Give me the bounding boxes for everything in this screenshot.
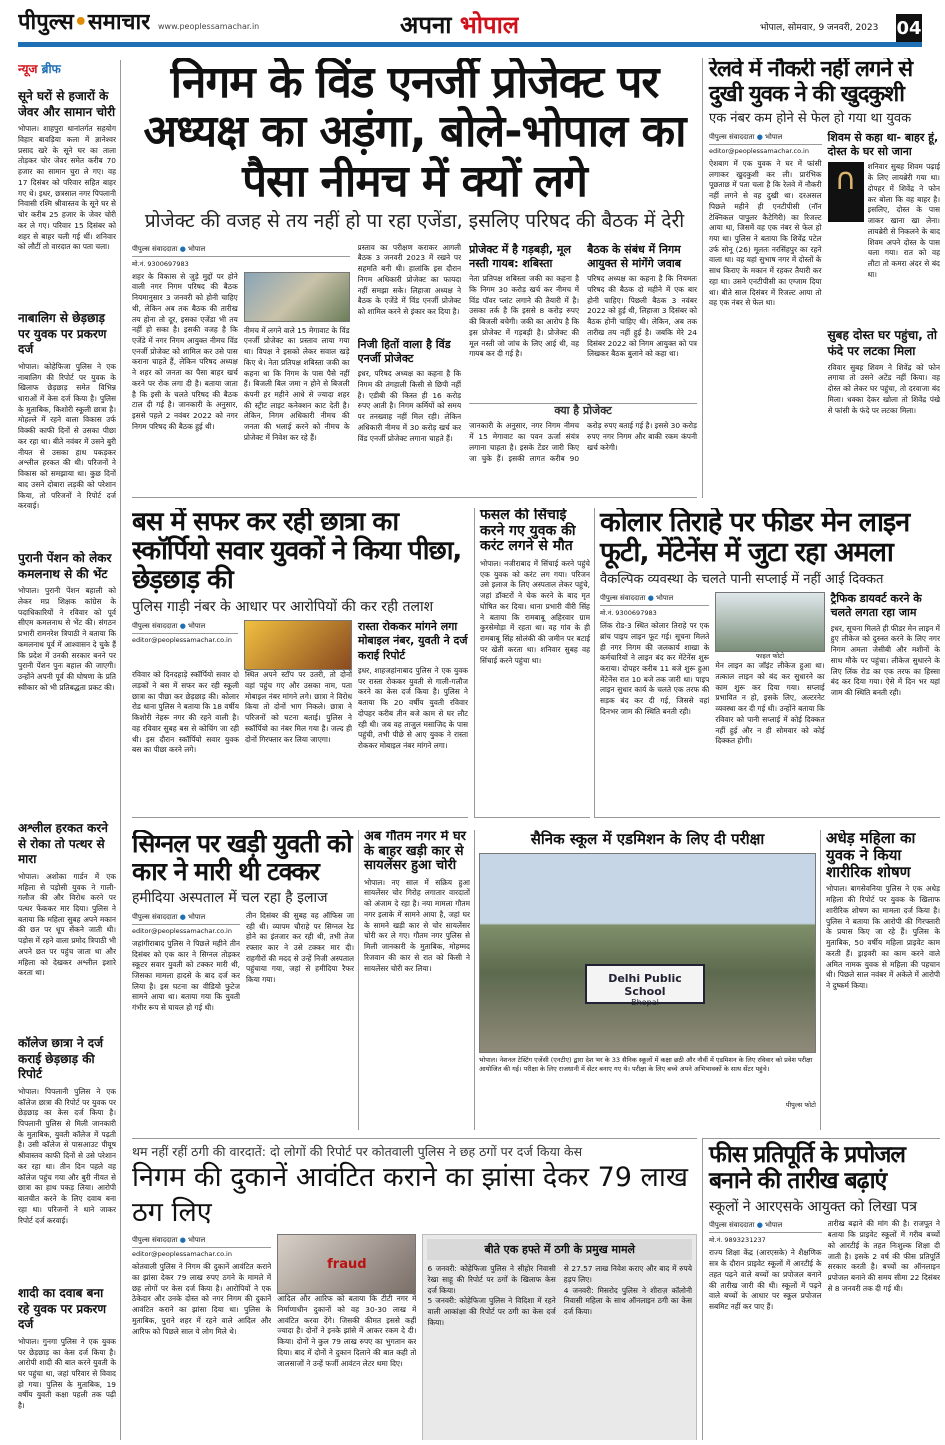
rail-subheadline: एक नंबर कम होने से फेल हो गया था युवक	[709, 111, 912, 127]
brief-headline: सूने घरों से हजारों के जेवर और सामान चोरी	[18, 89, 116, 119]
sainik-school-story	[474, 830, 816, 1130]
crop-headline: फसल की सिंचाई करने गए युवक की करंट लगने से मौत	[480, 508, 576, 555]
fraud-case-item: 5 जनवरी: कोहेफिजा पुलिस ने विदिशा में रहने वाली आकांक्षा की रिपोर्ट पर ठगी का केस दर्ज किया।	[427, 1296, 556, 1327]
photo-credit: पीपुल्स फोटो	[785, 1100, 816, 1109]
lead-story	[132, 58, 697, 498]
noose-icon: ∩	[828, 162, 864, 222]
brief-item	[18, 1280, 116, 1440]
bus-side-body: इधर, शाहजहांनाबाद पुलिस ने एक युवक पर रास्ता रोककर युवती से गाली-गलौज करने का केस दर्ज किया है। पुलिस ने बताया कि 20 वर्षीय युवती रविवार दोपहर करीब तीन बजे काम से घर लौट रही थी। जब वह ताजुल मसाजिद के पास पहुंची, तभी पीछे से आए युवक ने रास्ता रोककर मोबाइल नंबर मांगने लगा।	[358, 666, 468, 751]
byline: पीपुल्स संवाददाता ● भोपाल	[132, 620, 238, 634]
fraud-cases-box	[422, 1234, 697, 1440]
rail-side-headline: शिवम से कहा था- बाहर हूं, दोस्त के घर सो जाना	[827, 130, 939, 159]
page-number: 04	[896, 14, 922, 44]
bus-subheadline: पुलिस गाड़ी नंबर के आधार पर आरोपियों की कर रही तलाश	[132, 599, 434, 616]
kolar-body: मेन लाइन का जॉइंट लीकेज हुआ था। तत्काल लाइन को बंद कर सुधारने का काम शुरू कर दिया गया। सप्लाई प्रभावित न हो, इसके लिए, अल्टरनेट व्यवस्था कर दी गई थी। उन्होंने बताया कि रविवार को पानी सप्लाई में कोई दिक्कत नहीं हुई और न ही सोमवार को कोई दिक्कत होगी।	[715, 661, 825, 746]
fraud-illustration: fraud	[277, 1234, 416, 1294]
reporter-email: editor@peoplessamachar.co.in	[132, 1250, 232, 1259]
fees-body: राज्य शिक्षा केंद्र (आरएसके) ने शैक्षणिक सत्र के दौरान प्राइवेट स्कूलों में आरटीई के तहत पढ़ने वाले बच्चों का प्रपोजल बनाने की तारीख जारी की थी। स्कूलों में पढ़ने वाले बच्चों के आधार पर स्कूल प्रपोजल सबमिट नहीं कर पाए हैं।	[709, 1248, 822, 1311]
school-sign: Delhi Public School Bhopal	[585, 964, 705, 1004]
fraud-case-item: से 27.57 लाख निवेश कराए और बाद में रुपये हड़प लिए।	[563, 1264, 692, 1284]
fraud-headline: निगम की दुकानें आवंटित कराने का झांसा देकर 79 लाख ठग लिए	[132, 1162, 688, 1229]
fees-reimbursement-story	[702, 1138, 940, 1440]
pipeline-leak-photo	[715, 592, 824, 652]
brief-text: भोपाल। शाहपुरा थानांतर्गत सहयोग विहार बावड़िया कला में ज्ञानेश्वर प्रसाद खरे के सूने घर का ताला तोड़कर चोर जेवर समेत करीब 70 हजार का सामान चुरा ले गए। वह 17 दिसंबर को परिवार सहित बाहर गए थे। इधर, छत्रसाल नगर पिपलानी निवासी रश्मि श्रीवास्तव के सूने घर से चोर करीब 25 हजार के जेवर चोरी कर ले गए। परिवार 15 दिसंबर को शहर से बाहर चली गई थीं। शनिवार को लौटीं तो वारदात का पता चला।	[18, 124, 116, 252]
lead-body: नीमच में लगने वाले 15 मेगावाट के विंड एनर्जी प्रोजेक्ट का प्रस्ताव लाया गया था। विपक्ष ने इसको लेकर सवाल खड़े किए थे। नेता प्रतिपक्ष शबिस्ता जकी का कहना था कि निगम के पास पैसे नहीं हैं। बिजली बिल जमा न होने से बिजली कंपनी हर महीने आधे से ज्यादा शहर की स्ट्रीट लाइट कनेक्शन काट देती है। लेकिन, निगम अधिकारी नीमच की जनता की भलाई करने को नीमच के प्रोजेक्ट में निवेश कर रहे हैं।	[243, 325, 350, 442]
fraud-kicker: थम नहीं रहीं ठगी की वारदातें: दो लोगों की रिपोर्ट पर कोतवाली पुलिस ने छह ठगों पर दर्ज किया केस	[132, 1144, 583, 1159]
photo-caption: भोपाल। नेशनल टेस्टिंग एजेंसी (एनटीए) द्वारा देश भर के 33 सैनिक स्कूलों में कक्षा छठी और नौवीं में एडमिशन के लिए रविवार को प्रवेश परीक्षा आयोजित की गई। परीक्षा के लिए राजधानी में सेंटर बनाए गए थे। परीक्षा के लिए बच्चे अपने अभिभावकों के साथ सेंटर पहुंचे।	[479, 1055, 813, 1073]
news-brief-tag: न्यूज ब्रीफ	[18, 62, 61, 76]
adhed-headline: अधेड़ महिला का युवक ने किया शारीरिक शोषण	[826, 830, 916, 881]
exploitation-story	[820, 830, 940, 1130]
news-brief-column	[18, 60, 121, 1440]
project-box-text: जानकारी के अनुसार, नगर निगम नीमच में 15 मेगावाट का पवन ऊर्जा संयंत्र लगाना चाहता है। इसके टेंडर जारी किए जा चुके हैं। इसकी लागत करीब 90 करोड़ रुपए बताई गई है। इससे 30 करोड़ रुपए नगर निगम और बाकी रकम कंपनी खर्च करेगी।	[469, 421, 697, 463]
fraud-body: आदिल और आरिफ को बताया कि टीटी नगर में निर्माणाधीन दुकानों को वह 30-30 लाख में आवंटित करवा देंगे। जिसकी कीमत इससे कहीं ज्यादा है। दोनों ने इनके झांसे में आकर रकम दे दी। किया। दोनों ने कुल 79 लाख रुपए का भुगतान कर दिया। बाद में दोनों ने दुकान दिलाने की बात कही तो जालसाजों ने उन्हें फर्जी आवंटन लेटर थमा दिए।	[277, 1294, 417, 1368]
brief-text: भोपाल। पुरानी पेंशन बहाली को लेकर मप्र शिक्षक कांग्रेस के पदाधिकारियों ने रविवार को पूर्व सीएम कमलनाथ से भेंट की। संगठन प्रभारी रामनरेश त्रिपाठी ने बताया कि कमलनाथ पूर्व में आश्वासन दे चुके हैं कि प्रदेश में उनकी सरकार बनने पर पुरानी पेंशन पुनः बहाल की जाएगी। उन्होंने अपनी पूर्व की घोषणा के प्रति स्वीकार को भी प्रतिबद्धता प्रकट की।	[18, 586, 116, 692]
crop-body: भोपाल। नजीराबाद में सिंचाई करने पहुंचे एक युवक को करंट लग गया। परिजन उसे इलाज के लिए अस्पताल लेकर पहुंचे, जहां डॉक्टरों ने चेक करने के बाद मृत घोषित कर दिया। थाना प्रभारी वीरी सिंह ने बताया कि रामबाबू अहिरवार ग्राम कुरसेमोड़ा में रहता था। वह गांव के ही रामबाबू सिंह सोलंकी की जमीन पर बटाई पर खेती करता था। शनिवार सुबह वह सिंचाई करने पहुंचा था।	[480, 559, 590, 665]
kolar-headline: कोलार तिराहे पर फीडर मेन लाइन फूटी, मेंटेनेंस में जुटा रहा अमला	[600, 508, 910, 569]
rail-side-body: शनिवार सुबह शिवम पढ़ाई के लिए लायब्रेरी गया था। दोपहर में शिवेंद्र ने फोन कर बोला कि वह बाहर है। इसलिए, दोस्त के पास जाकर खाना खा लेना। लायब्रेरी से निकलने के बाद शिवम अपने दोस्त के पास चला गया। रात को वह लौटा तो कमरा अंदर से बंद था।	[867, 162, 940, 279]
lead-body: शहर के विकास से जुड़े मुद्दों पर होने वाली नगर निगम परिषद की बैठक नियमानुसार 3 जनवरी को होनी चाहिए थी, लेकिन अब तक बैठक की तारीख तय होना तो दूर, इसका एजेंडा भी तय नहीं हो सका है। इसकी वजह है कि एजेंडे में नगर निगम आयुक्त नीमच विंड एनर्जी प्रोजेक्ट को शामिल कर उसे पास कराना चाहते हैं, लेकिन परिषद अध्यक्ष ने शहर को जनता का पैसा बाहर खर्च करने पर रोक लगा दी है। बताया जाता है कि इसी के चलते परिषद की बैठक टाल दी गई है। जानकारी के अनुसार, इससे पहले 2 नवंबर 2022 को नगर निगम परिषद की बैठक हुई थी।	[132, 271, 238, 431]
bus-harassment-story	[132, 508, 468, 818]
bus-side-headline: रास्ता रोककर मांगने लगा मोबाइल नंबर, युवती ने दर्ज कराई रिपोर्ट	[358, 620, 468, 662]
exam-crowd-photo	[479, 853, 816, 1053]
municipal-office-photo	[244, 272, 350, 322]
brief-headline: कॉलेज छात्रा ने दर्ज कराई छेड़छाड़ की रिपोर्ट	[18, 1036, 104, 1082]
masthead-rule	[18, 42, 922, 47]
rail-headline: रेलवे में नौकरी नहीं लगने से दुखी युवक ने की खुदकुशी	[709, 58, 913, 107]
brief-text: भोपाल। कोहेफिजा पुलिस ने एक नाबालिग की रिपोर्ट पर युवक के खिलाफ छेड़छाड़ समेत विभिन्न धाराओं में केस दर्ज किया है। पुलिस के मुताबिक, किशोरी स्कूली छात्रा है। मोहल्ले में रहने वाला विकास उर्फ विक्की काफी दिनों से उसका पीछा कर रहा था। बीते नवंबर में उसने बुरी नीयत से उसका हाथ पकड़कर अश्लील हरकत की थी। परिजनों ने विकास को समझाया था। कुछ दिनों बाद उसने दोबारा लड़की को परेशान किया, तो परिजनों ने रिपोर्ट दर्ज करवाई।	[18, 361, 116, 511]
fees-body: तारीख बढ़ाने की मांग की है। राजपूत ने बताया कि प्राइवेट स्कूलों में गरीब बच्चों को आरटीई के तहत निःशुल्क शिक्षा दी जाती है। इसके 2 वर्ष की फीस प्रतिपूर्ति सरकार करती है। बच्चों का ऑनलाइन प्रपोजल बनाने की समय सीमा 22 दिसंबर से 8 जनवरी तक दी गई थी।	[827, 1219, 940, 1293]
reporter-email: editor@peoplessamachar.co.in	[132, 636, 232, 645]
fraud-body: कोतवाली पुलिस ने निगम की दुकानें आवंटित कराने का झांसा देकर 79 लाख रुपए ठगने के मामले में छह लोगों पर केस दर्ज किया है। आरोपियों ने एक ठेकेदार और उनके दोस्त को नगर निगम की दुकानें आवंटित कराने का झांसा दिया था। पुलिस के मुताबिक, पुराने शहर में रहने वाले आदिल और आरिफ को पिछले साल ये लोग मिले थे।	[132, 1262, 272, 1336]
lead-body: परिषद अध्यक्ष का कहना है कि नियमतः परिषद की बैठक दो महीने में एक बार होनी चाहिए। पिछली बैठक 3 नवंबर 2022 को हुई थी, लिहाजा 3 दिसंबर को बैठक होनी चाहिए थी। लेकिन, अब तक तारीख तय नहीं हुई है। जबकि मेरे 24 दिसंबर 2022 को निगम आयुक्त को पत्र लिखकर बैठक बुलाने को कहा था।	[587, 274, 697, 359]
fees-headline: फीस प्रतिपूर्ति के प्रपोजल बनाने की तारीख बढ़ाएं	[709, 1142, 905, 1194]
brief-text: भोपाल। गुनगा पुलिस ने एक युवक पर छेड़छाड़ का केस दर्ज किया है। आरोपी शादी की बात करने युवती के घर पहुंचा था, जहां परिवार से विवाद हो गया। पुलिस के मुताबिक, 19 वर्षीय युवती कक्षा पहली तक पढ़ी है।	[18, 1336, 116, 1411]
byline: पीपुल्स संवाददाता ● भोपाल	[600, 592, 709, 606]
kolar-subheadline: वैकल्पिक व्यवस्था के चलते पानी सप्लाई में नहीं आई दिक्कत	[600, 572, 884, 588]
kolar-side-body: इधर, सूचना मिलते ही फीडर मेन लाइन में हुए लीकेज को दुरुस्त करने के लिए नगर निगम अमला जेसीबी और मशीनों के साथ मौके पर पहुंचा। लीकेज सुधारने के लिए लिंक रोड का एक तरफ का हिस्सा बंद कर दिया गया। ऐसे में दिन भर यहां जाम की स्थिति बनती रही।	[830, 623, 940, 698]
signal-headline: सिग्नल पर खड़ी युवती को कार ने मारी थी टक्कर	[132, 830, 352, 886]
gautam-body: भोपाल। नए साल में सक्रिय हुआ सायलेंसर चोर गिरोह लगातार वारदातों को अंजाम दे रहा है। नया मामला गौतम नगर इलाके में सामने आया है, जहां घर के सामने खड़ी कार से चोर सायलेंसर चोरी कर ले गए। गौतम नगर पुलिस से मिली जानकारी के मुताबिक, मोहम्मद रिजवान की कार से रात को किसी ने सायलेंसर चोरी कर लिया।	[364, 877, 470, 973]
fraud-case-item: 4 जनवरी: मिसरोद पुलिस ने शीराज़ कॉलोनी निवासी महिला के साथ ऑनलाइन ठगी का केस दर्ज किया।	[563, 1285, 692, 1317]
gautam-headline: अब गौतम नगर में घर के बाहर खड़ी कार से सायलेंसर हुआ चोरी	[364, 830, 466, 874]
reporter-mobile: मो.नं. 9300697983	[600, 609, 657, 618]
reporter-email: editor@peoplessamachar.co.in	[132, 926, 232, 935]
reporter-email: editor@peoplessamachar.co.in	[709, 146, 809, 155]
rail-side2-headline: सुबह दोस्त घर पहुंचा, तो फंदे पर लटका मिला	[827, 328, 937, 359]
rail-body: ऐशबाग में एक युवक ने घर में फांसी लगाकर खुदकुशी कर ली। प्रारंभिक पूछताछ में पता चला है कि रेलवे में नौकरी नहीं लगने से वह दुखी था। दरअसल पिछले महीने ही एनटीपीसी (नॉन टेक्निकल पापुलर कैटेगिरी) का रिजल्ट आया था, जिसमें वह एक नंबर से फेल हो गया था। पुलिस ने बताया कि शिवेंद्र पटेल उर्फ सोनू (26) मूलतः नरसिंहपुर का रहने वाला था। वह यहां सुभाष नगर में दोस्तों के साथ किराए के मकान में रहकर तैयारी कर रहा था। उसने एनटीपीसी का एग्जाम दिया था। बीते साल दिसंबर में रिजल्ट आया तो वह एक नंबर से फेल था।	[709, 158, 822, 308]
byline: पीपुल्स संवाददाता ● भोपाल	[132, 911, 240, 925]
section-title: अपना भोपाल	[400, 11, 520, 39]
bus-body: स्थित अपने स्टॉप पर उतरी, तो दोनों वहां पहुंच गए और उसका नाम, पता मोबाइल नंबर मांगने लगे। छात्रा ने विरोध किया तो दोनों भाग निकले। छात्रा ने परिजनों को घटना बताई। पुलिस ने स्कॉर्पियो का नंबर मिल गया है। जल्द ही दोनों गिरफ्तार कर लिया जाएगा।	[245, 670, 352, 744]
byline: पीपुल्स संवाददाता ● भोपाल	[132, 1234, 271, 1248]
brief-headline: नाबालिग से छेड़छाड़ पर युवक पर प्रकरण दर्ज	[18, 311, 107, 357]
signal-body: तीन दिसंबर की सुबह वह ऑफिस जा रही थी। व्यापम चौराहे पर सिग्नल रेड होने का इंतजार कर रही थी, तभी तेज रफ्तार कार ने उसे टक्कर मार दी। राहगीरों की मदद से उन्हें निजी अस्पताल पहुंचाया गया, जहां से हमीदिया रैफर किया गया।	[246, 910, 354, 985]
brief-item	[18, 545, 116, 815]
brief-headline: शादी का दवाब बना रहे युवक पर प्रकरण दर्ज	[18, 1286, 107, 1332]
brief-text: भोपाल। पिपलानी पुलिस ने एक कॉलेज छात्रा की रिपोर्ट पर युवक पर छेड़छाड़ का केस दर्ज किया है। पिपलानी पुलिस से मिली जानकारी के मुताबिक, युवती कॉलेज में पढ़ती है। उसी कॉलेज से पासआउट पीयूष श्रीवास्तव काफी दिनों से उसे परेशान कर रहा था। तीन दिन पहले वह कॉलेज पहुंच गया और बुरी नीयत से छात्रा का हाथ पकड़ लिया। आरोपी बातचीत करने के लिए दवाब बना रहा था। परिजनों ने थाने जाकर रिपोर्ट दर्ज करवाई।	[18, 1086, 116, 1225]
railway-suicide-story	[702, 58, 940, 498]
fraud-story	[132, 1138, 697, 1440]
lead-body: नेता प्रतिपक्ष शबिस्ता जकी का कहना है कि निगम 30 करोड़ खर्च कर नीमच में विंड पॉवर प्लांट लगाने की तैयारी में है। उसका तर्क है कि इससे 8 करोड़ रुपए की बिजली बचेगी। जकी का आरोप है कि इस प्रोजेक्ट में गड़बड़ी है। प्रोजेक्ट की मूल नस्ती जो जांच के लिए आई थी, वह गायब कर दी गई है।	[469, 274, 580, 359]
signal-body: जहांगीराबाद पुलिस ने पिछले महीने तीन दिसंबर को एक कार ने सिग्नल तोड़कर स्कूटर सवार युवती को टक्कर मारी थी, जिसका मामला हादसे के बाद दर्ज कर लिया है। इस घटना का वीडियो फुटेज सामने आया था। बताया गया कि युवती गंभीर रूप से घायल हो गई थी।	[132, 938, 240, 1013]
electrocution-story	[474, 508, 590, 818]
lead-body: प्रस्ताव का परीक्षण कराकर आगली बैठक 3 जनवरी 2023 में रखने पर सहमति बनी थी। हालांकि इस दौरान निगम अधिकारी प्रोजेक्ट का फायदा नहीं समझा सके। लिहाजा अध्यक्ष ने बैठक के एजेंडे में विंड एनर्जी प्रोजेक्ट को शामिल करने से इंकार कर दिया है।	[357, 242, 462, 316]
lead-body: इधर, परिषद अध्यक्ष का कहना है कि निगम की तंगहाली किसी से छिपी नहीं है। एडीबी की किस्त ही 16 करोड़ रुपए आती है। निगम कर्मियों को समय पर तनख्वाह नहीं मिल रही। लेकिन अधिकारी नीमच में 30 करोड़ खर्च कर विंड एनर्जी प्रोजेक्ट लगाना चाहते हैं।	[357, 369, 462, 443]
brief-item	[18, 1030, 116, 1280]
brief-headline: पुरानी पेंशन को लेकर कमलनाथ से की भेंट	[18, 551, 112, 581]
signal-subheadline: हमीदिया अस्पताल में चल रहा है इलाज	[132, 890, 328, 906]
fraud-box-title: बीते एक हफ्ते में ठगी के प्रमुख मामले	[427, 1239, 692, 1260]
lead-headline: निगम के विंड एनर्जी प्रोजेक्ट पर अध्यक्ष का अड़ंगा, बोले-भोपाल का पैसा नीमच में क्यों लगे	[143, 58, 686, 207]
lead-subhead: बैठक के संबंध में निगम आयुक्त से मांगेंगे जवाब	[587, 242, 681, 270]
kolar-side-headline: ट्रैफिक डायवर्ट करने के चलते लगता रहा जाम	[830, 592, 922, 620]
brief-item	[18, 83, 116, 305]
reporter-mobile: मो.नं. 9300697983	[132, 259, 189, 268]
byline: पीपुल्स संवाददाता ● भोपाल	[709, 131, 822, 145]
kolar-body: लिंक रोड-3 स्थित कोलार तिराहे पर एक ब्रांच पाइप लाइन फूट गई। सूचना मिलते ही नगर निगम की जलकार्य शाखा के कर्मचारियों ने लाइन बंद कर मेंटेनेंस शुरू कराया। दोपहर करीब 11 बजे शुरू हुआ मेंटेनेंस रात 10 बजे तक जारी था। पाइप लाइन सुधार कार्य के चलते एक तरफ की सड़क बंद कर दी गई, जिससे वहां दिनभर जाम की स्थिति बनती रही।	[600, 621, 710, 716]
newspaper-logo: पीपुल्स•समाचार	[18, 10, 151, 35]
fees-subheadline: स्कूलों ने आरएसके आयुक्त को लिखा पत्र	[709, 1198, 917, 1215]
photo-caption: फाइल फोटो	[755, 652, 784, 661]
edition-date: भोपाल, सोमवार, 9 जनवरी, 2023	[760, 23, 879, 33]
rail-side2-body: रविवार सुबह शिवम ने शिवेंद्र को फोन लगाया तो उसने अटेंड नहीं किया। वह दोस्त को लेकर घर पहुंचा, तो दरवाजा बंद मिला। धक्का देकर खोला तो शिवेंद्र पंखे से फांसी के फंदे पर लटका मिला।	[827, 362, 940, 415]
school-headline: सैनिक स्कूल में एडमिशन के लिए दी परीक्षा	[530, 830, 765, 848]
project-box-title: क्या है प्रोजेक्ट	[554, 404, 612, 418]
bus-body: रविवार को दिनदहाड़े स्कॉर्पियो सवार दो लड़कों ने बस में सफर कर रही स्कूली छात्रा का पीछा कर छेड़छाड़ की। कोलार रोड थाना पुलिस ने बताया कि 18 वर्षीय किशोरी नेहरू नगर की रहने वाली है। वह रविवार सुबह बस से कोचिंग जा रही थी। इस दौरान स्कॉर्पियो सवार युवक बस का पीछा करने लगे।	[132, 670, 239, 755]
lead-subheadline: प्रोजेक्ट की वजह से तय नहीं हो पा रहा एजेंडा, इसलिए परिषद की बैठक में देरी	[144, 209, 685, 232]
brief-headline: अश्लील हरकत करने से रोका तो पत्थर से मारा	[18, 821, 108, 867]
website-url: www.peoplessamachar.in	[158, 22, 260, 31]
lead-subhead: निजी हितों वाला है विंड एनर्जी प्रोजेक्ट	[357, 337, 451, 365]
signal-accident-story	[132, 830, 354, 1130]
silencer-theft-story	[358, 830, 470, 1130]
brief-text: भोपाल। अशोका गार्डन में एक महिला से पड़ोसी युवक ने गाली-गलौज की और विरोध करने पर पत्थर फेंककर मार दिया। पुलिस ने बताया कि महिला सुबह अपने मकान की छत पर धूप सेंकने जाती थी। पड़ोस में रहने वाला प्रमोद त्रिपाठी भी अपने छत पर पहुंच जाता था और महिला को देखकर अश्लील इशारे करता था।	[18, 871, 116, 978]
lead-subhead: प्रोजेक्ट में है गड़बड़ी, मूल नस्ती गायब: शबिस्ता	[469, 242, 571, 270]
reporter-mobile: मो.नं. 9893231237	[709, 1236, 766, 1245]
kolar-pipeline-story	[594, 508, 940, 818]
brief-item	[18, 305, 116, 545]
harassment-illustration	[244, 620, 352, 670]
brief-item	[18, 815, 116, 1030]
fraud-case-item: 6 जनवरी: कोहेफिजा पुलिस ने सीहोर निवासी रेखा साहू की रिपोर्ट पर ठगों के खिलाफ केस दर्ज किया।	[427, 1264, 556, 1295]
adhed-body: भोपाल। बागसेवनिया पुलिस ने एक अधेड़ महिला की रिपोर्ट पर युवक के खिलाफ शारीरिक शोषण का मामला दर्ज किया है। पुलिस ने बताया कि आरोपी की गिरफ्तारी के प्रयास किए जा रहे हैं। पुलिस के मुताबिक, 50 वर्षीय महिला प्राइवेट काम करती हैं। ड्राइवरी का काम करने वाले अमित नामक युवक से महिला की पहचान थी। पिछले साल नवंबर में अकेले में आरोपी ने दुष्कर्म किया।	[826, 884, 940, 990]
byline: पीपुल्स संवाददाता ● भोपाल	[709, 1219, 822, 1233]
byline: पीपुल्स संवाददाता ● भोपाल	[132, 243, 350, 257]
bus-headline: बस में सफर कर रही छात्रा का स्कॉर्पियो सवार युवकों ने किया पीछा, छेड़छाड़ की	[132, 508, 462, 596]
